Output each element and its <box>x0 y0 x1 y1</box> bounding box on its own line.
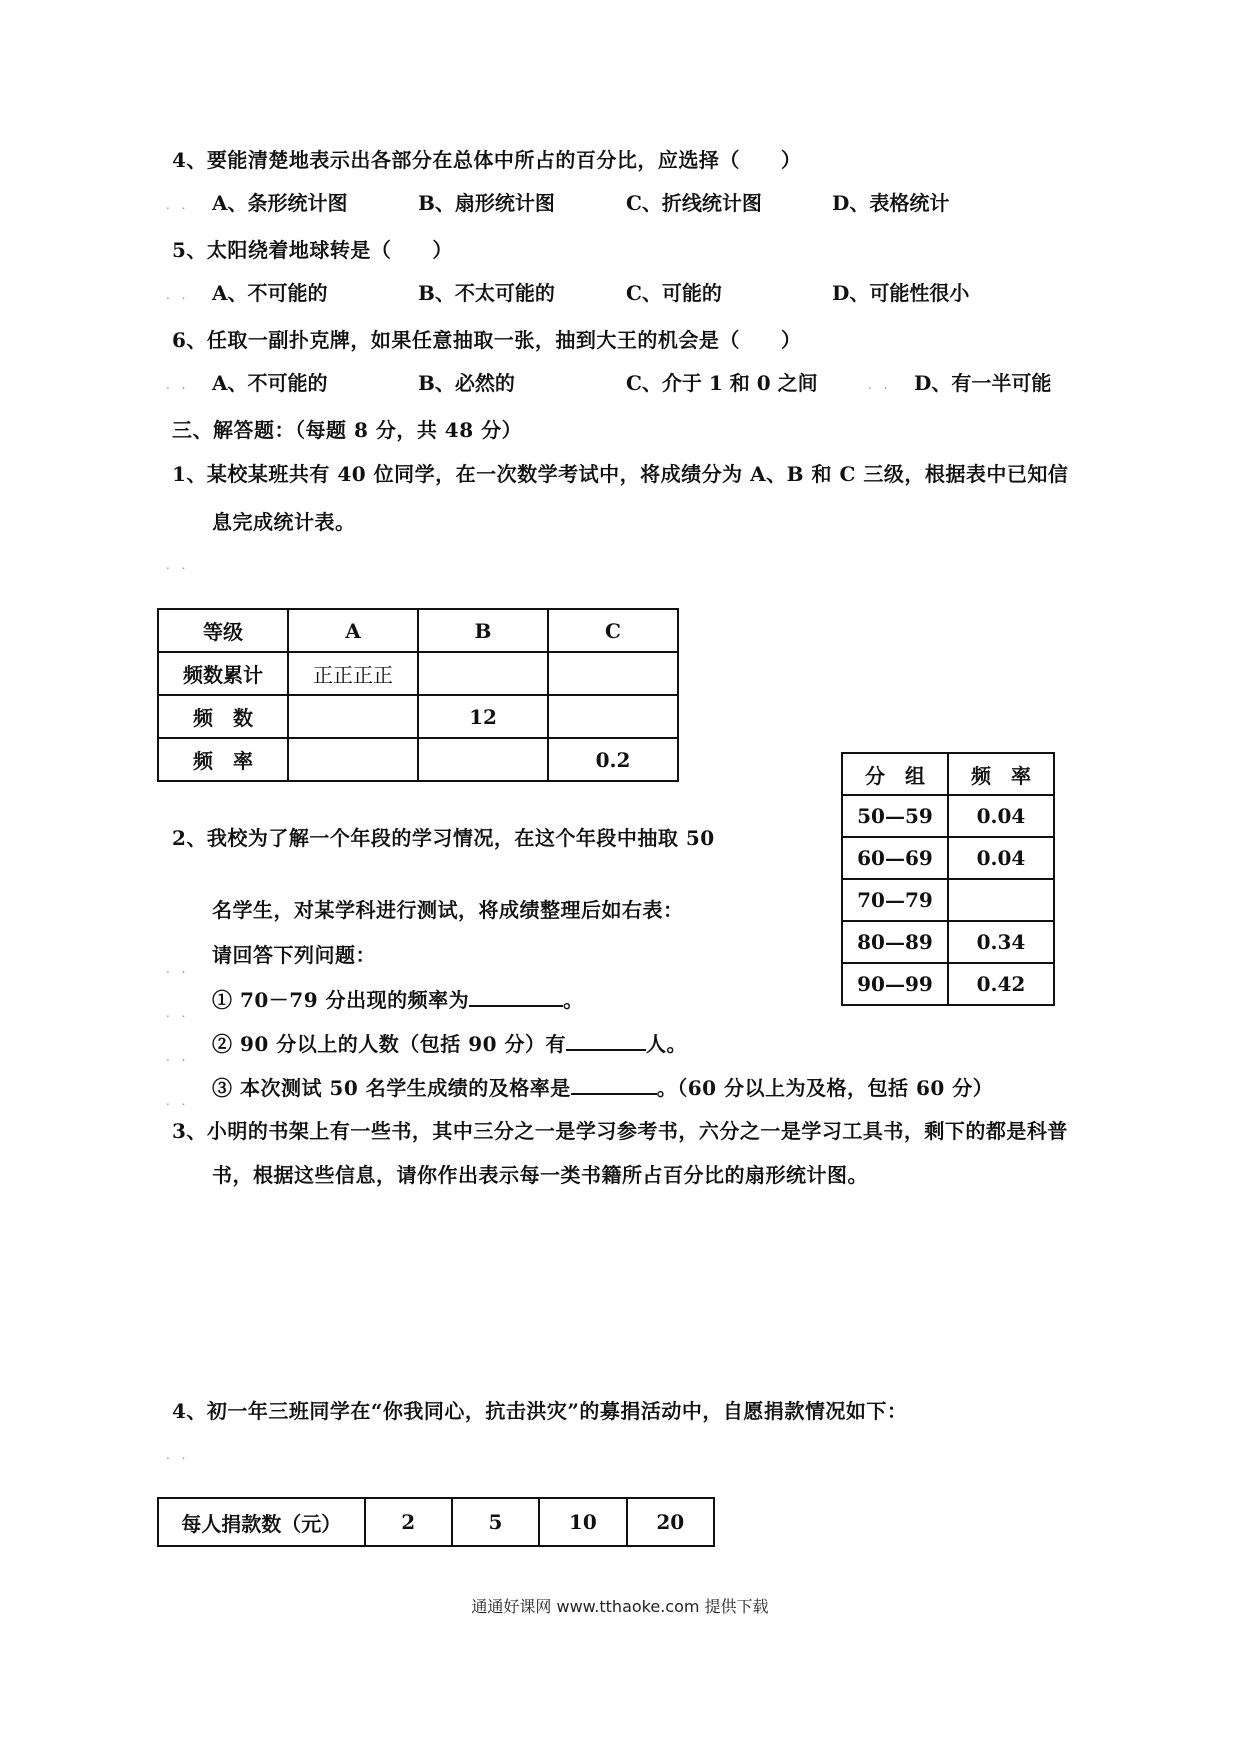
problem-1-text: 1、某校某班共有 40 位同学，在一次数学考试中，将成绩分为 A、B 和 C 三级，根据表中已知信 <box>172 462 1069 486</box>
problem-3-text: 3、小明的书架上有一些书，其中三分之一是学习参考书，六分之一是学习工具书，剩下的都是科普 <box>172 1119 1068 1143</box>
table-row <box>842 837 1054 879</box>
donation-amount: 20 <box>627 1498 714 1546</box>
table-header-cell: 分 组 <box>842 753 948 795</box>
frequency-value: 0.04 <box>948 795 1054 837</box>
q6-option-c: C、介于 1 和 0 之间 <box>626 371 818 395</box>
problem-4-text: 4、初一年三班同学在“你我同心，抗击洪灾”的募捐活动中，自愿捐款情况如下： <box>172 1399 908 1423</box>
table-row <box>842 963 1054 1005</box>
table-cell <box>548 652 678 695</box>
table-row <box>158 1498 714 1546</box>
problem-2-sub-3: ③ 本次测试 50 名学生成绩的及格率是 。（60 分以上为及格，包括 60 分） <box>212 1073 993 1102</box>
table-cell: 12 <box>418 695 548 738</box>
row-label: 每人捐款数（元） <box>158 1498 365 1546</box>
score-frequency-table <box>841 752 1055 1006</box>
q5-option-b: B、不太可能的 <box>418 281 555 305</box>
question-5: 5、太阳绕着地球转是（ ） <box>172 238 453 262</box>
frequency-value <box>948 879 1054 921</box>
q6-option-a: A、不可能的 <box>212 371 328 395</box>
problem-1-text-cont: 息完成统计表。 <box>212 510 356 534</box>
row-label: 频 数 <box>158 695 288 738</box>
q4-option-a: A、条形统计图 <box>212 191 348 215</box>
q5-option-a: A、不可能的 <box>212 281 328 305</box>
row-label: 频 率 <box>158 738 288 781</box>
frequency-value: 0.04 <box>948 837 1054 879</box>
q6-option-b: B、必然的 <box>418 371 515 395</box>
q6-option-d: D、有一半可能 <box>914 371 1052 395</box>
table-row <box>158 652 678 695</box>
donation-table <box>157 1497 715 1547</box>
frequency-value: 0.42 <box>948 963 1054 1005</box>
table-cell: 0.2 <box>548 738 678 781</box>
table-row <box>158 738 678 781</box>
problem-2-sub-2: ② 90 分以上的人数（包括 90 分）有 人。 <box>212 1029 687 1058</box>
q4-option-d: D、表格统计 <box>832 191 950 215</box>
donation-amount: 5 <box>452 1498 539 1546</box>
answer-blank[interactable] <box>571 1073 657 1095</box>
q5-option-d: D、可能性很小 <box>832 281 970 305</box>
score-range: 90—99 <box>842 963 948 1005</box>
row-label: 频数累计 <box>158 652 288 695</box>
table-header-cell: 频 率 <box>948 753 1054 795</box>
score-range: 80—89 <box>842 921 948 963</box>
score-range: 60—69 <box>842 837 948 879</box>
table-row <box>158 695 678 738</box>
page-footer: 通通好课网 www.tthaoke.com 提供下载 <box>471 1597 769 1616</box>
q4-option-b: B、扇形统计图 <box>418 191 555 215</box>
section-heading: 三、解答题：（每题 8 分，共 48 分） <box>172 418 523 442</box>
table-cell <box>288 738 418 781</box>
score-range: 50—59 <box>842 795 948 837</box>
table-cell <box>418 738 548 781</box>
problem-3-text-cont: 书，根据这些信息，请你作出表示每一类书籍所占百分比的扇形统计图。 <box>212 1163 868 1187</box>
problem-2-text-cont: 名学生，对某学科进行测试，将成绩整理后如右表： <box>212 898 684 922</box>
q4-option-c: C、折线统计图 <box>626 191 762 215</box>
donation-amount: 10 <box>539 1498 626 1546</box>
table-row <box>842 879 1054 921</box>
question-4: 4、要能清楚地表示出各部分在总体中所占的百分比，应选择（ ） <box>172 148 802 172</box>
table-cell <box>548 695 678 738</box>
table-header-cell: 等级 <box>158 609 288 652</box>
answer-blank[interactable] <box>469 985 563 1007</box>
donation-amount: 2 <box>365 1498 452 1546</box>
table-cell <box>418 652 548 695</box>
table-row <box>842 795 1054 837</box>
tally-marks: 正正正正 <box>288 652 418 695</box>
q5-option-c: C、可能的 <box>626 281 722 305</box>
table-header-cell: B <box>418 609 548 652</box>
frequency-value: 0.34 <box>948 921 1054 963</box>
table-row <box>842 921 1054 963</box>
table-cell <box>288 695 418 738</box>
sub-3-text: ③ 本次测试 50 名学生成绩的及格率是 <box>212 1076 571 1100</box>
grade-frequency-table <box>157 608 679 782</box>
score-range: 70—79 <box>842 879 948 921</box>
problem-2-text: 2、我校为了解一个年段的学习情况，在这个年段中抽取 50 <box>172 826 715 850</box>
question-6: 6、任取一副扑克牌，如果任意抽取一张，抽到大王的机会是（ ） <box>172 328 802 352</box>
problem-2-prompt: 请回答下列问题： <box>212 943 376 967</box>
sub-2-text: ② 90 分以上的人数（包括 90 分）有 <box>212 1032 567 1056</box>
sub-1-text: ① 70－79 分出现的频率为 <box>212 988 470 1012</box>
table-header-cell: C <box>548 609 678 652</box>
table-header-cell: A <box>288 609 418 652</box>
answer-blank[interactable] <box>566 1029 646 1051</box>
problem-2-sub-1: ① 70－79 分出现的频率为 。 <box>212 985 584 1014</box>
